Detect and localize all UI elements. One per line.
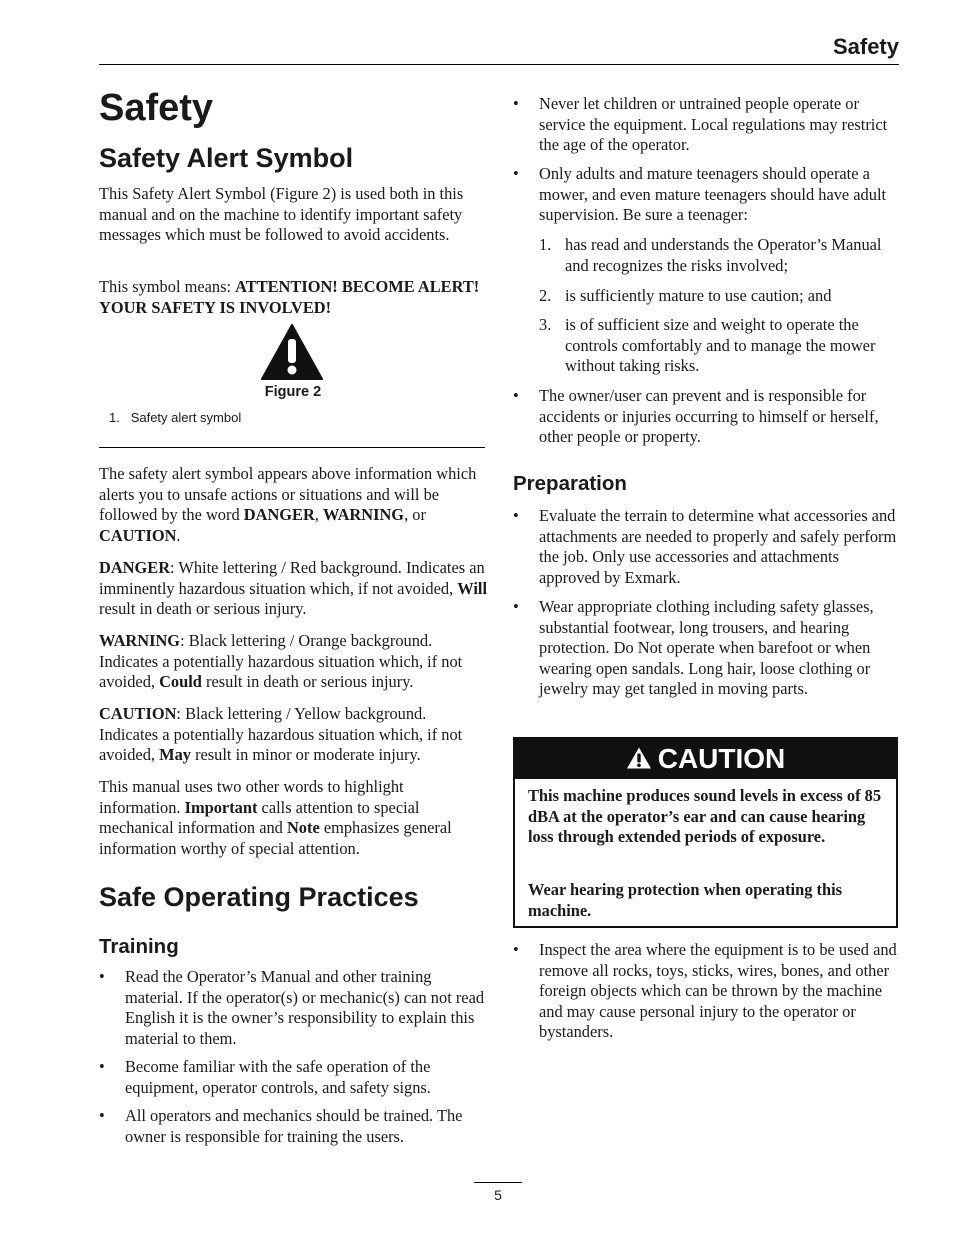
numbered-item-number: 3.	[539, 315, 552, 334]
figure-legend	[109, 410, 241, 425]
training-heading: Training	[99, 935, 179, 958]
other-note: Note	[286, 818, 320, 837]
signal-end: .	[176, 525, 181, 545]
other-words-paragraph	[99, 777, 487, 859]
caution-text-a: : Black lettering / Yellow background. Indicates a potentially hazardous situation which, if not avoided,	[99, 704, 463, 764]
figure-caption: Figure 2	[264, 384, 322, 400]
numbered-item-text: is of sufficient size and weight to operate the controls comfortably and to manage the mower without taking risks.	[565, 315, 876, 375]
figure-legend-number: 1.	[109, 410, 120, 425]
numbered-item-number: 2.	[539, 286, 552, 305]
signal-words-paragraph	[99, 464, 487, 546]
list-item-text: All operators and mechanics should be trained. The owner is responsible for training the users.	[125, 1106, 463, 1146]
signal-sep2: , or	[404, 505, 426, 524]
safety-alert-triangle-icon	[260, 323, 324, 381]
caution-box-title: CAUTION	[657, 743, 786, 774]
bullet-marker: •	[99, 1106, 105, 1125]
other-text-c: emphasizes general information worthy of special attention.	[99, 818, 452, 858]
warning-label: WARNING	[99, 631, 181, 650]
safety-alert-symbol-heading: Safety Alert Symbol	[99, 143, 354, 173]
alert-meaning-paragraph	[99, 277, 487, 318]
warning-text-a: : Black lettering / Orange background. Indicates a potentially hazardous situation which, if not avoided,	[99, 631, 463, 691]
signal-caution: CAUTION	[99, 525, 177, 545]
caution-box-header	[515, 739, 896, 779]
bullet-marker: •	[99, 1057, 105, 1076]
caution-text-b: result in minor or moderate injury.	[190, 745, 421, 764]
caution-box-paragraph-2: Wear hearing protection when operating this machine.	[528, 880, 842, 920]
caution-label: CAUTION	[99, 704, 177, 723]
danger-text-a: : White lettering / Red background. Indicates an imminently hazardous situation which, if not avoided,	[99, 558, 485, 598]
list-item-text: Only adults and mature teenagers should operate a mower, and even mature teenagers should have adult supervision. Be sure a teenager:	[539, 164, 887, 224]
bullet-marker: •	[513, 386, 519, 405]
signal-danger: DANGER	[243, 505, 315, 524]
list-item-text: Inspect the area where the equipment is to be used and remove all rocks, toys, sticks, wires, bones, and other foreign objects which can be thrown by the machine and may cause personal injury to the operator or bystanders.	[539, 940, 897, 1041]
danger-paragraph	[99, 558, 487, 620]
warning-paragraph	[99, 631, 487, 693]
running-header-title: Safety	[832, 34, 899, 59]
list-item-text: The owner/user can prevent and is responsible for accidents or injuries occurring to himself or herself, other people or property.	[539, 386, 879, 446]
other-text-b: calls attention to special mechanical information and	[99, 797, 420, 837]
warning-bold: Could	[159, 672, 202, 691]
bullet-marker: •	[513, 164, 519, 183]
figure-divider	[99, 447, 485, 448]
caution-box	[513, 737, 898, 928]
list-item-text: Evaluate the terrain to determine what accessories and attachments are needed to properly and safely perform the job. Only use accessories and attachments approved by Exmark.	[539, 506, 897, 587]
page-title: Safety	[99, 87, 214, 129]
signal-warning: WARNING	[323, 505, 405, 524]
danger-bold: Will	[457, 578, 488, 598]
bullet-marker: •	[513, 94, 519, 113]
bullet-marker: •	[513, 940, 519, 959]
other-important: Important	[184, 797, 258, 817]
alert-meaning-prefix: This symbol means:	[99, 277, 236, 296]
figure-legend-text: Safety alert symbol	[130, 410, 242, 425]
caution-paragraph	[99, 704, 487, 766]
page-number: 5	[474, 1182, 522, 1203]
numbered-item-text: is sufficiently mature to use caution; and	[565, 286, 832, 305]
bullet-marker: •	[99, 967, 105, 986]
numbered-item-number: 1.	[539, 235, 552, 254]
other-text-a: This manual uses two other words to highlight information.	[99, 777, 404, 817]
caution-box-title-row	[515, 743, 896, 775]
warning-triangle-icon	[626, 746, 652, 770]
list-item-text: Never let children or untrained people operate or service the equipment. Local regulations may restrict the age of the operator.	[539, 94, 888, 154]
running-header	[99, 34, 899, 65]
alert-meaning-bold: ATTENTION! BECOME ALERT! YOUR SAFETY IS INVOLVED!	[99, 277, 480, 317]
alert-paragraph: This Safety Alert Symbol (Figure 2) is used both in this manual and on the machine to identify important safety messages which must be followed to avoid accidents.	[99, 184, 464, 244]
list-item-text: Wear appropriate clothing including safety glasses, substantial footwear, long trousers, and hearing protection. Do Not operate when barefoot or when wearing open sandals. Long hair, loose clothing or jewelry may get tangled in moving parts.	[539, 597, 874, 698]
safe-operating-practices-heading: Safe Operating Practices	[99, 882, 419, 912]
danger-label: DANGER	[99, 558, 171, 577]
list-item-text: Read the Operator’s Manual and other training material. If the operator(s) or mechanic(s) can not read English it is the owner’s responsibility to explain this material to them.	[125, 967, 485, 1048]
numbered-item-text: has read and understands the Operator’s Manual and recognizes the risks involved;	[565, 235, 882, 275]
warning-text-b: result in death or serious injury.	[201, 672, 414, 691]
list-item-text: Become familiar with the safe operation of the equipment, operator controls, and safety signs.	[125, 1057, 431, 1097]
bullet-marker: •	[513, 506, 519, 525]
danger-text-b: result in death or serious injury.	[99, 599, 307, 618]
bullet-marker: •	[513, 597, 519, 616]
caution-bold: May	[159, 745, 191, 764]
signal-intro: The safety alert symbol appears above information which alerts you to unsafe actions or situations and will be followed by the word	[99, 464, 477, 524]
preparation-heading: Preparation	[513, 472, 627, 495]
signal-sep1: ,	[314, 505, 323, 524]
caution-box-paragraph-1: This machine produces sound levels in excess of 85 dBA at the operator’s ear and can cause hearing loss through extended periods of exposure.	[528, 786, 882, 846]
